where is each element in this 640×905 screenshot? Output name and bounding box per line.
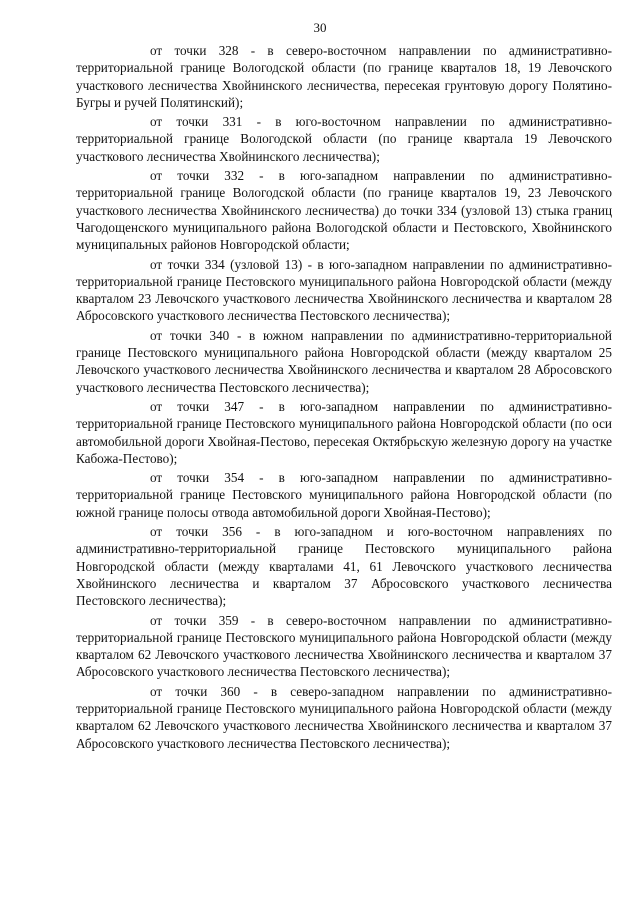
paragraph: от точки 331 - в юго-восточном направлении по административно-территориальной границе Вологодской области (по границе квартала 19 Левочского участкового лесничества Хвойнинского лесничества);: [76, 114, 612, 164]
page-number: 30: [313, 20, 327, 35]
paragraph: от точки 340 - в южном направлении по административно-территориальной границе Пестовского муниципального района Новгородской области (между кварталом 25 Левочского участкового лесничества Хвойнинского лесничества и кварталом 28 Абросовского участкового лесничества Пестовского лесничества);: [76, 327, 612, 395]
paragraph: от точки 332 - в юго-западном направлении по административно-территориальной границе Вологодской области (по границе кварталов 19, 23 Левочского участкового лесничества Хвойнинского лесничества) до точки 334 (узловой 13) стыка границ Чагодощенского муниципального района Вологодской области и Пестовского, Хвойнинского муниципальных районов Новгородской области;: [76, 168, 612, 253]
paragraph: от точки 334 (узловой 13) - в юго-западном направлении по административно-территориальной границе Пестовского муниципального района Новгородской области (между кварталом 23 Левочского участкового лесничества Хвойнинского лесничества и кварталом 28 Абросовского участкового лесничества Пестовского лесничества);: [76, 256, 612, 324]
paragraph: от точки 354 - в юго-западном направлении по административно-территориальной границе Пестовского муниципального района Новгородской области (по южной границе полосы отвода автомобильной дороги Хвойная-Пестово);: [76, 470, 612, 520]
paragraph: от точки 356 - в юго-западном и юго-восточном направлениях по административно-территориальной границе Пестовского муниципального района Новгородской области (между кварталами 41, 61 Левочского участкового лесничества Хвойнинского лесничества и кварталом 37 Абросовского участкового лесничества Пестовского лесничества);: [76, 524, 612, 609]
paragraph: от точки 328 - в северо-восточном направлении по административно-территориальной границе Вологодской области (по границе кварталов 18, 19 Левочского участкового лесничества Хвойнинского лесничества, пересекая грунтовую дорогу Полятино-Бугры и ручей Полятинский);: [76, 43, 612, 110]
paragraph: от точки 360 - в северо-западном направлении по административно-территориальной границе Пестовского муниципального района Новгородской области (между кварталом 62 Левочского участкового лесничества Хвойнинского лесничества и кварталом 37 Абросовского участкового лесничества Пестовского лесничества);: [76, 683, 612, 751]
paragraph: от точки 347 - в юго-западном направлении по административно-территориальной границе Пестовского муниципального района Новгородской области (по оси автомобильной дороги Хвойная-Пестово, пересекая Октябрьскую железную дорогу на участке Кабожа-Пестово);: [76, 398, 612, 466]
document-body: [76, 42, 612, 754]
paragraph: от точки 359 - в северо-восточном направлении по административно-территориальной границе Пестовского муниципального района Новгородской области (между кварталом 62 Левочского участкового лесничества Хвойнинского лесничества и кварталом 37 Абросовского участкового лесничества Пестовского лесничества);: [76, 612, 612, 680]
